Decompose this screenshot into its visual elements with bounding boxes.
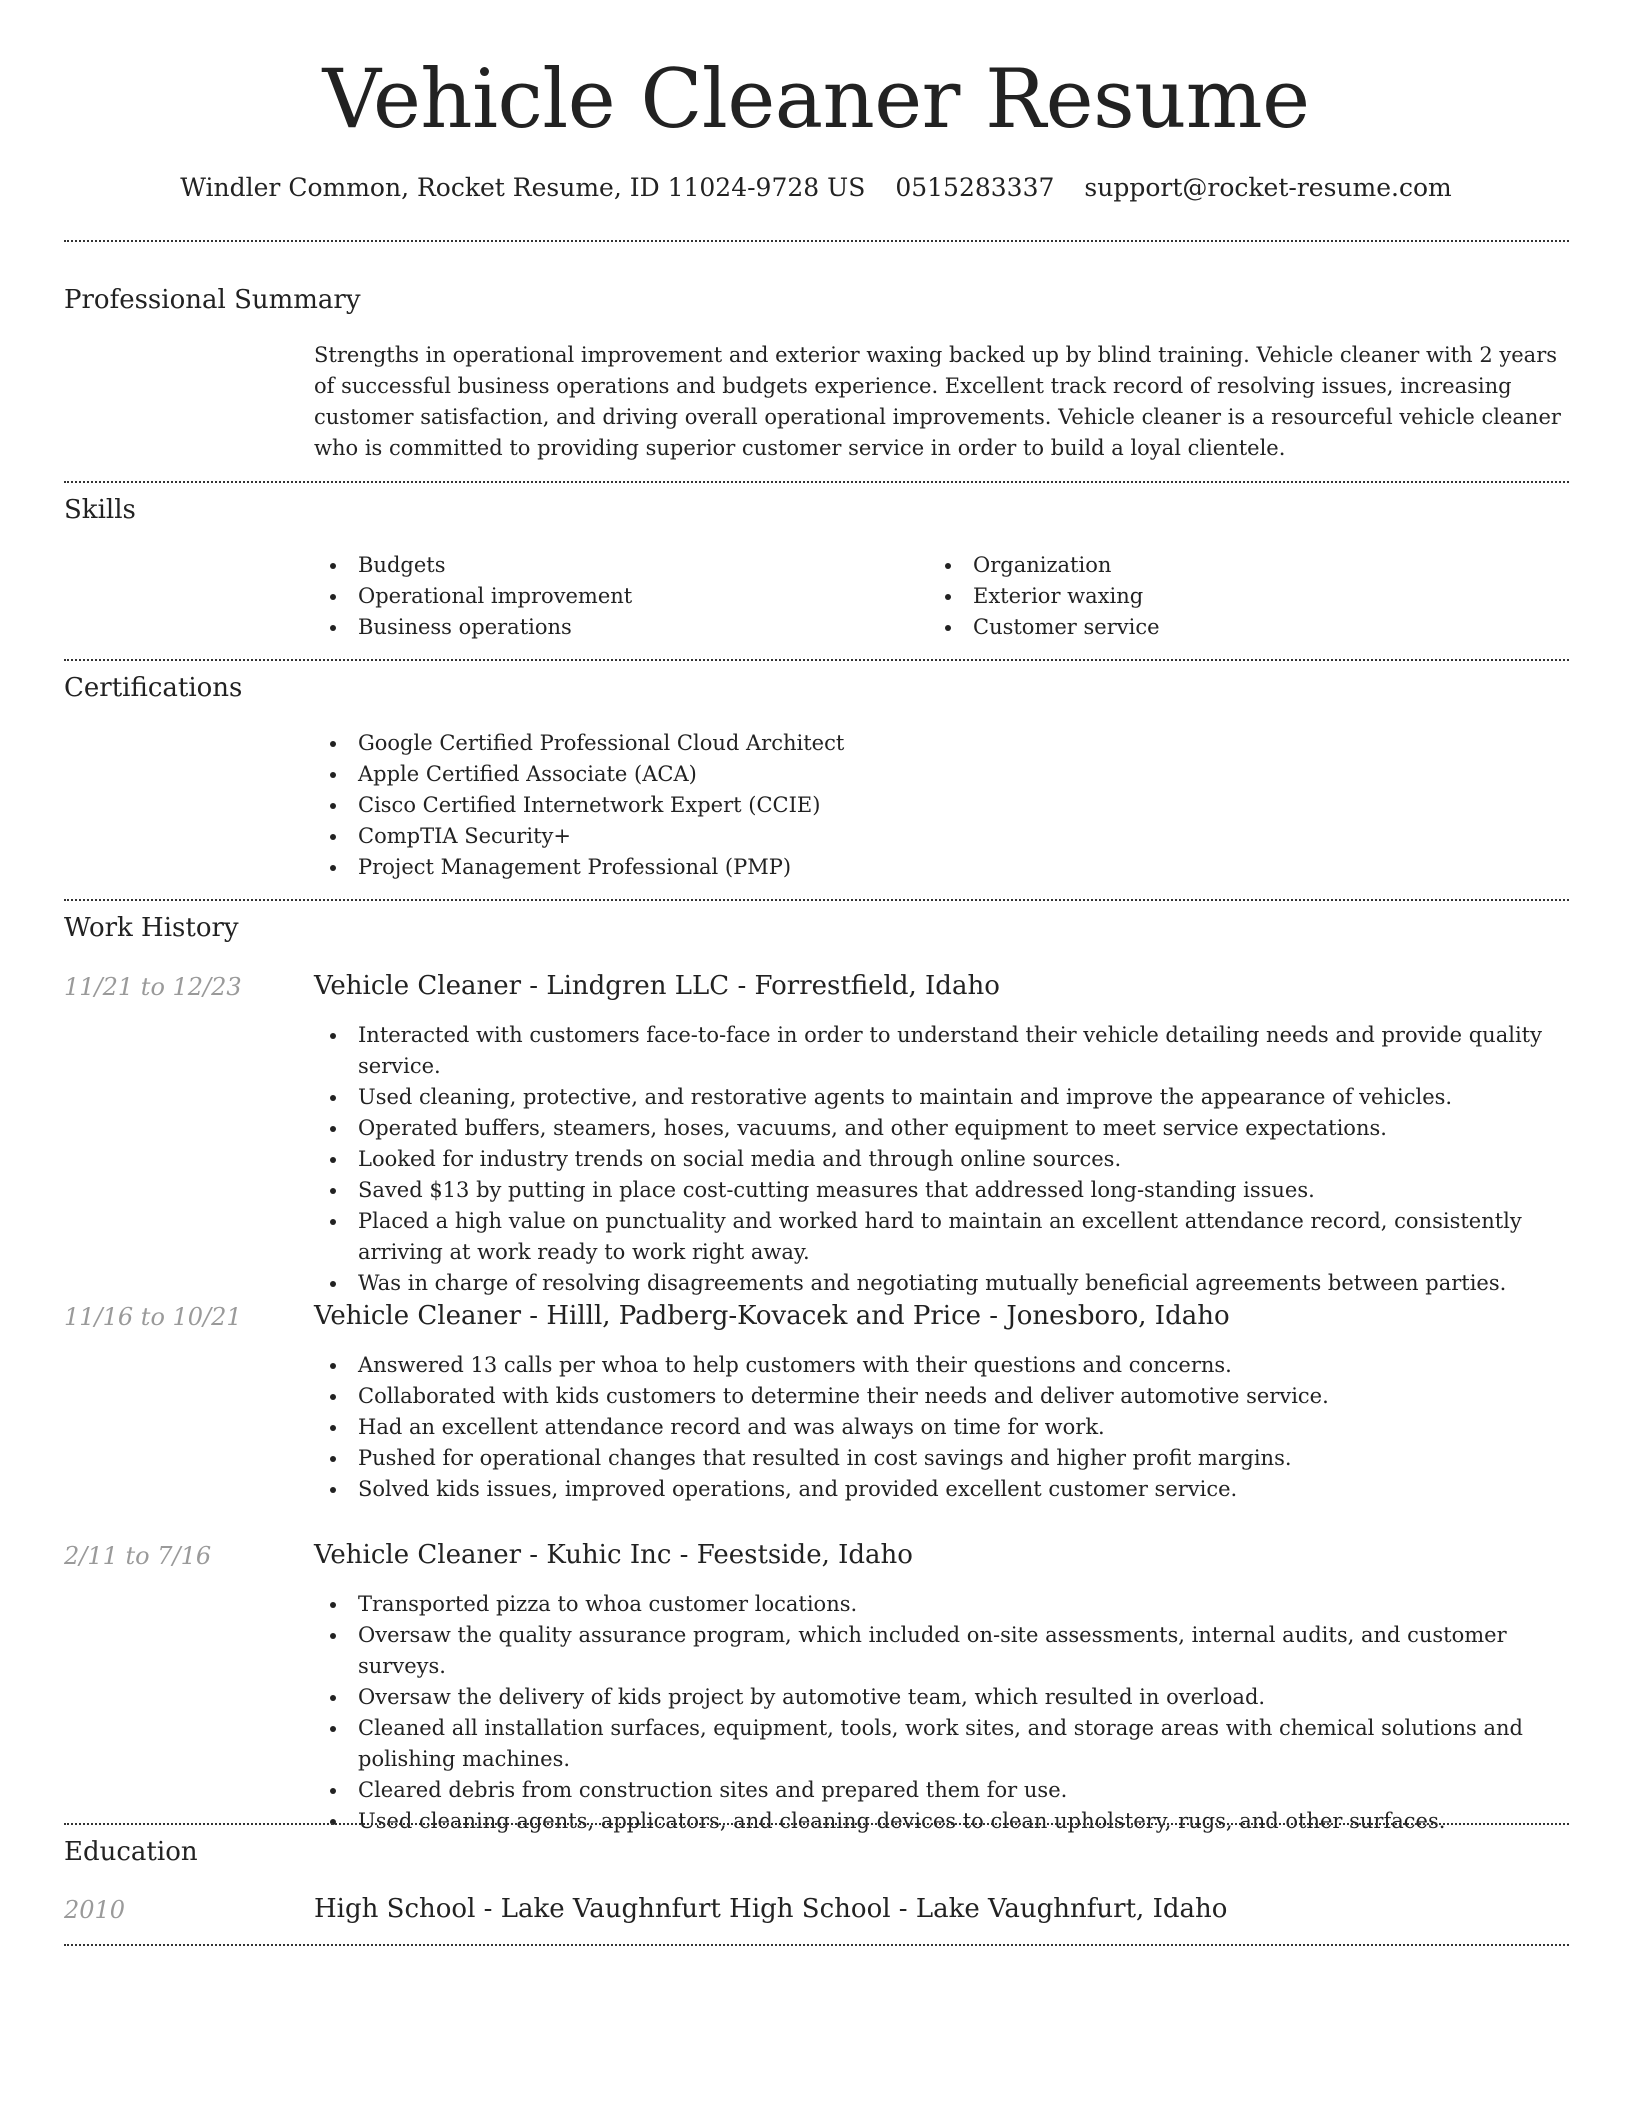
education-year: 2010 [64, 1896, 126, 1924]
certification-item: CompTIA Security+ [314, 821, 1569, 852]
job-bullets [314, 1350, 1569, 1505]
work-history-heading: Work History [64, 913, 239, 943]
job-dates: 11/16 to 10/21 [64, 1303, 242, 1331]
job-dates: 2/11 to 7/16 [64, 1542, 212, 1570]
summary-heading: Professional Summary [64, 285, 361, 315]
job-bullet: Looked for industry trends on social media and through online sources. [314, 1144, 1569, 1175]
job-bullet: Used cleaning, protective, and restorative agents to maintain and improve the appearance of vehicles. [314, 1082, 1569, 1113]
contact-phone: 0515283337 [895, 173, 1055, 202]
job-title: Vehicle Cleaner - Lindgren LLC - Forrestfield, Idaho [314, 971, 1000, 1001]
job-bullet: Collaborated with kids customers to determine their needs and deliver automotive service. [314, 1381, 1569, 1412]
section-divider [64, 659, 1569, 661]
contact-email[interactable]: support@rocket-resume.com [1084, 173, 1452, 202]
skills-list-left [314, 550, 914, 643]
certification-item: Cisco Certified Internetwork Expert (CCIE) [314, 790, 1569, 821]
job-bullet: Solved kids issues, improved operations, and provided excellent customer service. [314, 1474, 1569, 1505]
job-bullet: Oversaw the delivery of kids project by automotive team, which resulted in overload. [314, 1682, 1569, 1713]
skills-list-right [929, 550, 1529, 643]
education-entry: High School - Lake Vaughnfurt High School - Lake Vaughnfurt, Idaho [314, 1894, 1228, 1924]
certifications-list [314, 728, 1569, 883]
job-bullet: Was in charge of resolving disagreements and negotiating mutually beneficial agreements between parties. [314, 1268, 1569, 1299]
job-bullet: Pushed for operational changes that resulted in cost savings and higher profit margins. [314, 1443, 1569, 1474]
job-title: Vehicle Cleaner - Kuhic Inc - Feestside, Idaho [314, 1540, 913, 1570]
section-divider [64, 1944, 1569, 1946]
job-bullet: Answered 13 calls per whoa to help customers with their questions and concerns. [314, 1350, 1569, 1381]
job-bullet: Placed a high value on punctuality and worked hard to maintain an excellent attendance record, consistently arriving at work ready to work right away. [314, 1206, 1569, 1268]
skill-item: Budgets [314, 550, 914, 581]
skill-item: Customer service [929, 612, 1529, 643]
skills-heading: Skills [64, 495, 136, 525]
certifications-heading: Certifications [64, 673, 243, 703]
job-bullet: Cleared debris from construction sites and prepared them for use. [314, 1775, 1569, 1806]
contact-address: Windler Common, Rocket Resume, ID 11024-9728 US [180, 173, 866, 202]
job-bullet: Interacted with customers face-to-face in order to understand their vehicle detailing needs and provide quality service. [314, 1020, 1569, 1082]
certification-item: Google Certified Professional Cloud Architect [314, 728, 1569, 759]
skill-item: Business operations [314, 612, 914, 643]
job-title: Vehicle Cleaner - Hilll, Padberg-Kovacek and Price - Jonesboro, Idaho [314, 1301, 1230, 1331]
job-bullet: Transported pizza to whoa customer locations. [314, 1589, 1569, 1620]
section-divider [64, 1823, 1569, 1825]
job-bullet: Cleaned all installation surfaces, equipment, tools, work sites, and storage areas with chemical solutions and polishing machines. [314, 1713, 1569, 1775]
section-divider [64, 899, 1569, 901]
skill-item: Operational improvement [314, 581, 914, 612]
job-bullet: Oversaw the quality assurance program, which included on-site assessments, internal audits, and customer surveys. [314, 1620, 1569, 1682]
education-heading: Education [64, 1837, 198, 1867]
section-divider [64, 240, 1569, 242]
contact-line [0, 170, 1632, 206]
job-bullet: Had an excellent attendance record and was always on time for work. [314, 1412, 1569, 1443]
job-dates: 11/21 to 12/23 [64, 973, 242, 1001]
section-divider [64, 481, 1569, 483]
job-bullets [314, 1589, 1569, 1837]
job-bullet: Operated buffers, steamers, hoses, vacuums, and other equipment to meet service expectations. [314, 1113, 1569, 1144]
certification-item: Project Management Professional (PMP) [314, 852, 1569, 883]
resume-title: Vehicle Cleaner Resume [322, 53, 1310, 147]
skill-item: Organization [929, 550, 1529, 581]
summary-text: Strengths in operational improvement and exterior waxing backed up by blind training. Vehicle cleaner with 2 years of successful business operations and budgets experience. Excellent track record of resolving issues, increasing customer satisfaction, and driving overall operational improvements. Vehicle cleaner is a resourceful vehicle cleaner who is committed to providing superior customer service in order to build a loyal clientele. [314, 343, 1561, 460]
skill-item: Exterior waxing [929, 581, 1529, 612]
job-bullets [314, 1020, 1569, 1299]
job-bullet: Saved $13 by putting in place cost-cutting measures that addressed long-standing issues. [314, 1175, 1569, 1206]
job-bullet: Used cleaning agents, applicators, and cleaning devices to clean upholstery, rugs, and other surfaces. [314, 1806, 1569, 1837]
certification-item: Apple Certified Associate (ACA) [314, 759, 1569, 790]
